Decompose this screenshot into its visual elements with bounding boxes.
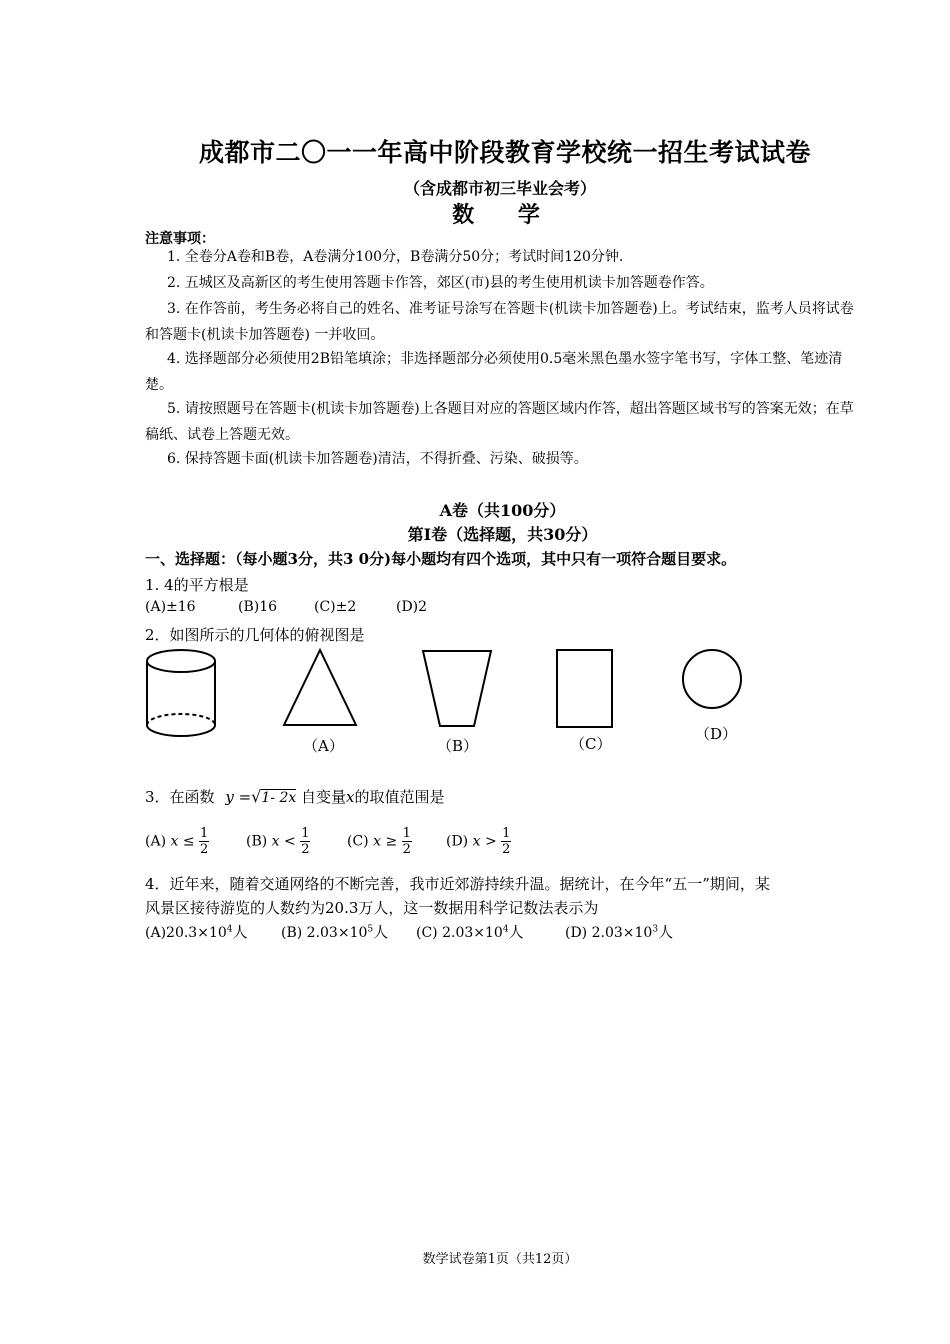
q1-option-d: (D)2 <box>396 599 428 615</box>
question-section-heading: 一、选择题：（每小题3分，共3 0分)每小题均有四个选项，其中只有一项符合题目要求。 <box>145 550 737 568</box>
notice-item-4: 4. 选择题部分必须使用2B铅笔填涂；非选择题部分必须使用0.5毫米黑色墨水签字笔书写，字体工整、笔迹清楚。 <box>145 351 843 393</box>
q4-line-1: 4．近年来，随着交通网络的不断完善，我市近郊游持续升温。据统计，在今年“五一”期间，某 <box>145 875 770 893</box>
section-a-title: A卷（共100分） <box>439 501 566 520</box>
q3-option-c: (C) x ≥ $\frac{1}{2}$ <box>347 826 411 857</box>
q4-option-d: (D) $2.03\times 10^3$人 <box>565 923 674 941</box>
notice-item-1: 1. 全卷分A卷和B卷，A卷满分100分，B卷满分50分；考试时间120分钟. <box>167 249 624 265</box>
circle-figure <box>683 650 741 708</box>
q2-label-b: （B） <box>437 737 479 755</box>
notice-item-5: 5. 请按照题号在答题卡(机读卡加答题卷)上各题目对应的答题区域内作答，超出答题区域书写的答案无效；在草稿纸、试卷上答题无效。 <box>145 401 854 443</box>
q4-option-c: (C) $2.03\times 10^4$人 <box>416 923 524 941</box>
q4-line-2: 风景区接待游览的人数约为20.3万人，这一数据用科学记数法表示为 <box>145 899 599 917</box>
triangle-figure <box>284 650 356 725</box>
cylinder-figure <box>147 650 215 736</box>
q3-option-d: (D) x > $\frac{1}{2}$ <box>446 826 511 857</box>
notice-item-6: 6. 保持答题卡面(机读卡加答题卷)清洁，不得折叠、污染、破损等。 <box>167 451 588 467</box>
q2-stem: 2．如图所示的几何体的俯视图是 <box>145 626 365 644</box>
trapezoid-figure <box>423 651 491 726</box>
q1-option-c: (C)±2 <box>314 599 357 615</box>
q1-option-b: (B)16 <box>238 599 278 615</box>
q2-label-d: （D） <box>695 725 738 743</box>
rectangle-figure <box>557 650 612 727</box>
q2-label-c: （C） <box>570 735 612 753</box>
notice-item-3: 3. 在作答前，考生务必将自己的姓名、准考证号涂写在答题卡(机读卡加答题卷)上。考试结束，监考人员将试卷和答题卡(机读卡加答题卷) 一并收回。 <box>145 301 854 343</box>
q3-option-a: (A) x ≤ $\frac{1}{2}$ <box>145 826 209 857</box>
page-footer: 数学试卷第1页（共12页） <box>422 1252 578 1267</box>
subject-title: 数 学 <box>452 202 558 228</box>
q2-label-a: （A） <box>303 737 344 755</box>
q4-option-a: $(A)20.3\times 10^4$人 <box>145 923 248 941</box>
notice-heading: 注意事项： <box>145 231 215 247</box>
q3-stem: 3．在函数 y =√1- 2x 自变量x的取值范围是 <box>145 787 445 806</box>
part-1-title: 第Ⅰ卷（选择题，共30分） <box>407 525 598 544</box>
q4-option-b: (B) $2.03\times 10^5$人 <box>281 923 389 941</box>
q1-option-a: (A)±16 <box>145 599 196 615</box>
notice-item-2: 2. 五城区及高新区的考生使用答题卡作答，郊区(市)县的考生使用机读卡加答题卷作答。 <box>167 275 714 291</box>
exam-title: 成都市二〇一一年高中阶段教育学校统一招生考试试卷 <box>198 138 811 167</box>
q3-option-b: (B) x < $\frac{1}{2}$ <box>246 826 310 857</box>
exam-subtitle: （含成都市初三毕业会考） <box>403 179 596 198</box>
q1-stem: 1. 4的平方根是 <box>145 576 249 594</box>
